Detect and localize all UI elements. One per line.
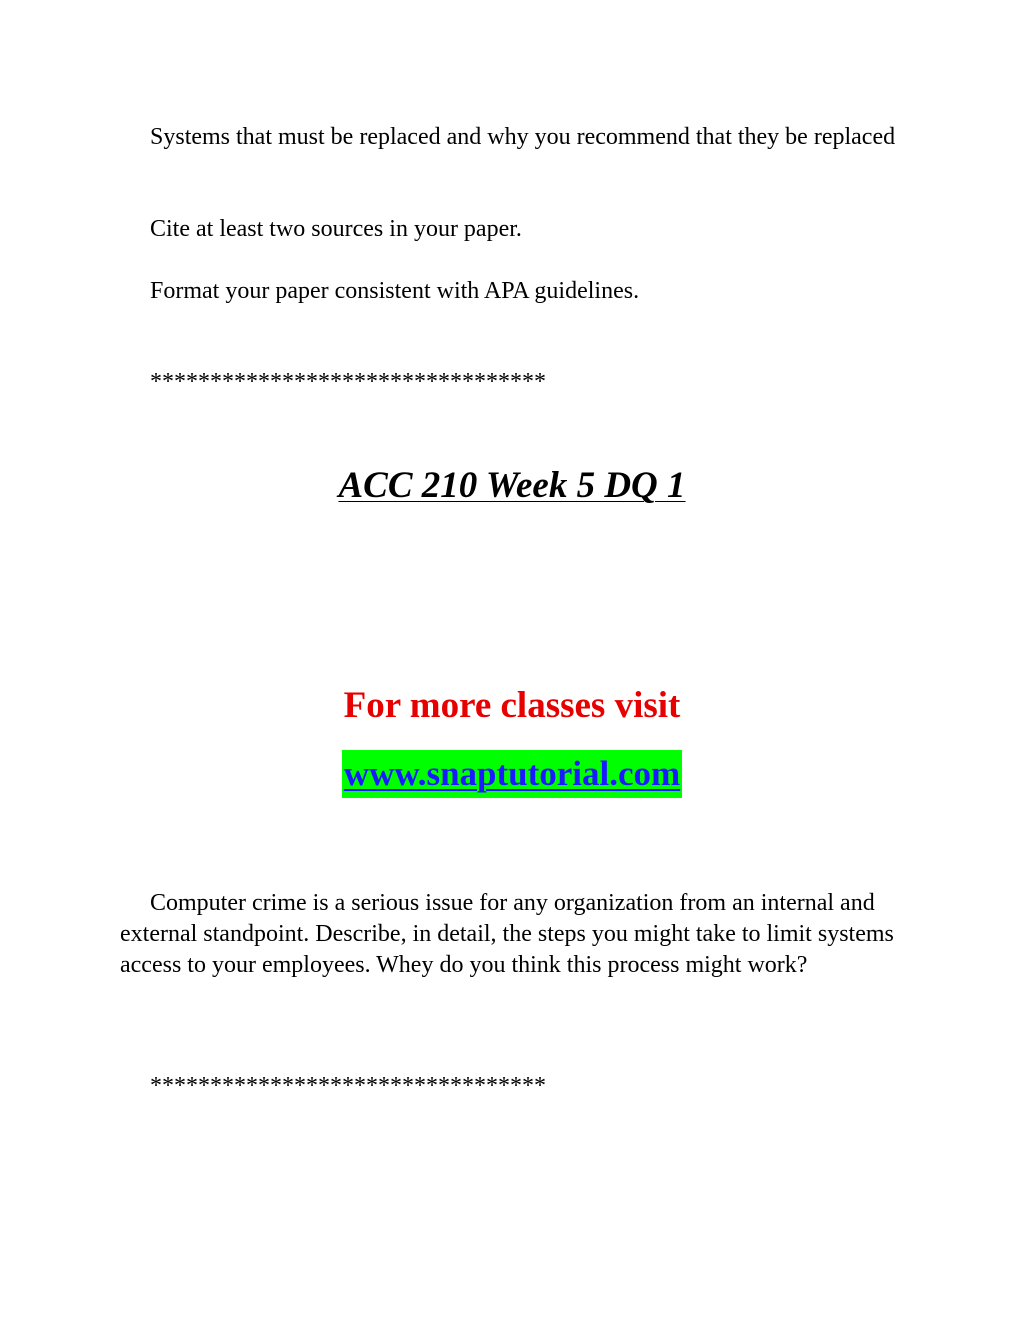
separator-stars-bottom: ********************************* [150,1073,546,1099]
snaptutorial-link[interactable]: www.snaptutorial.com [342,750,682,798]
paragraph-computer-crime: Computer crime is a serious issue for any organization from an internal and external standpoint. Describe, in detail, the steps you might take to limit systems access to your employees. Whey do you think this process might work? [120,890,894,978]
page-title: ACC 210 Week 5 DQ 1 [338,465,686,506]
separator-stars: ********************************* [150,369,546,395]
paragraph-format-apa: Format your paper consistent with APA guidelines. [150,278,640,304]
paragraph-systems-replaced: Systems that must be replaced and why you recommend that they be replaced [150,124,896,150]
promo-link-wrapper [0,750,1024,798]
promo-heading: For more classes visit [343,685,681,726]
paragraph-cite-sources: Cite at least two sources in your paper. [150,216,522,242]
